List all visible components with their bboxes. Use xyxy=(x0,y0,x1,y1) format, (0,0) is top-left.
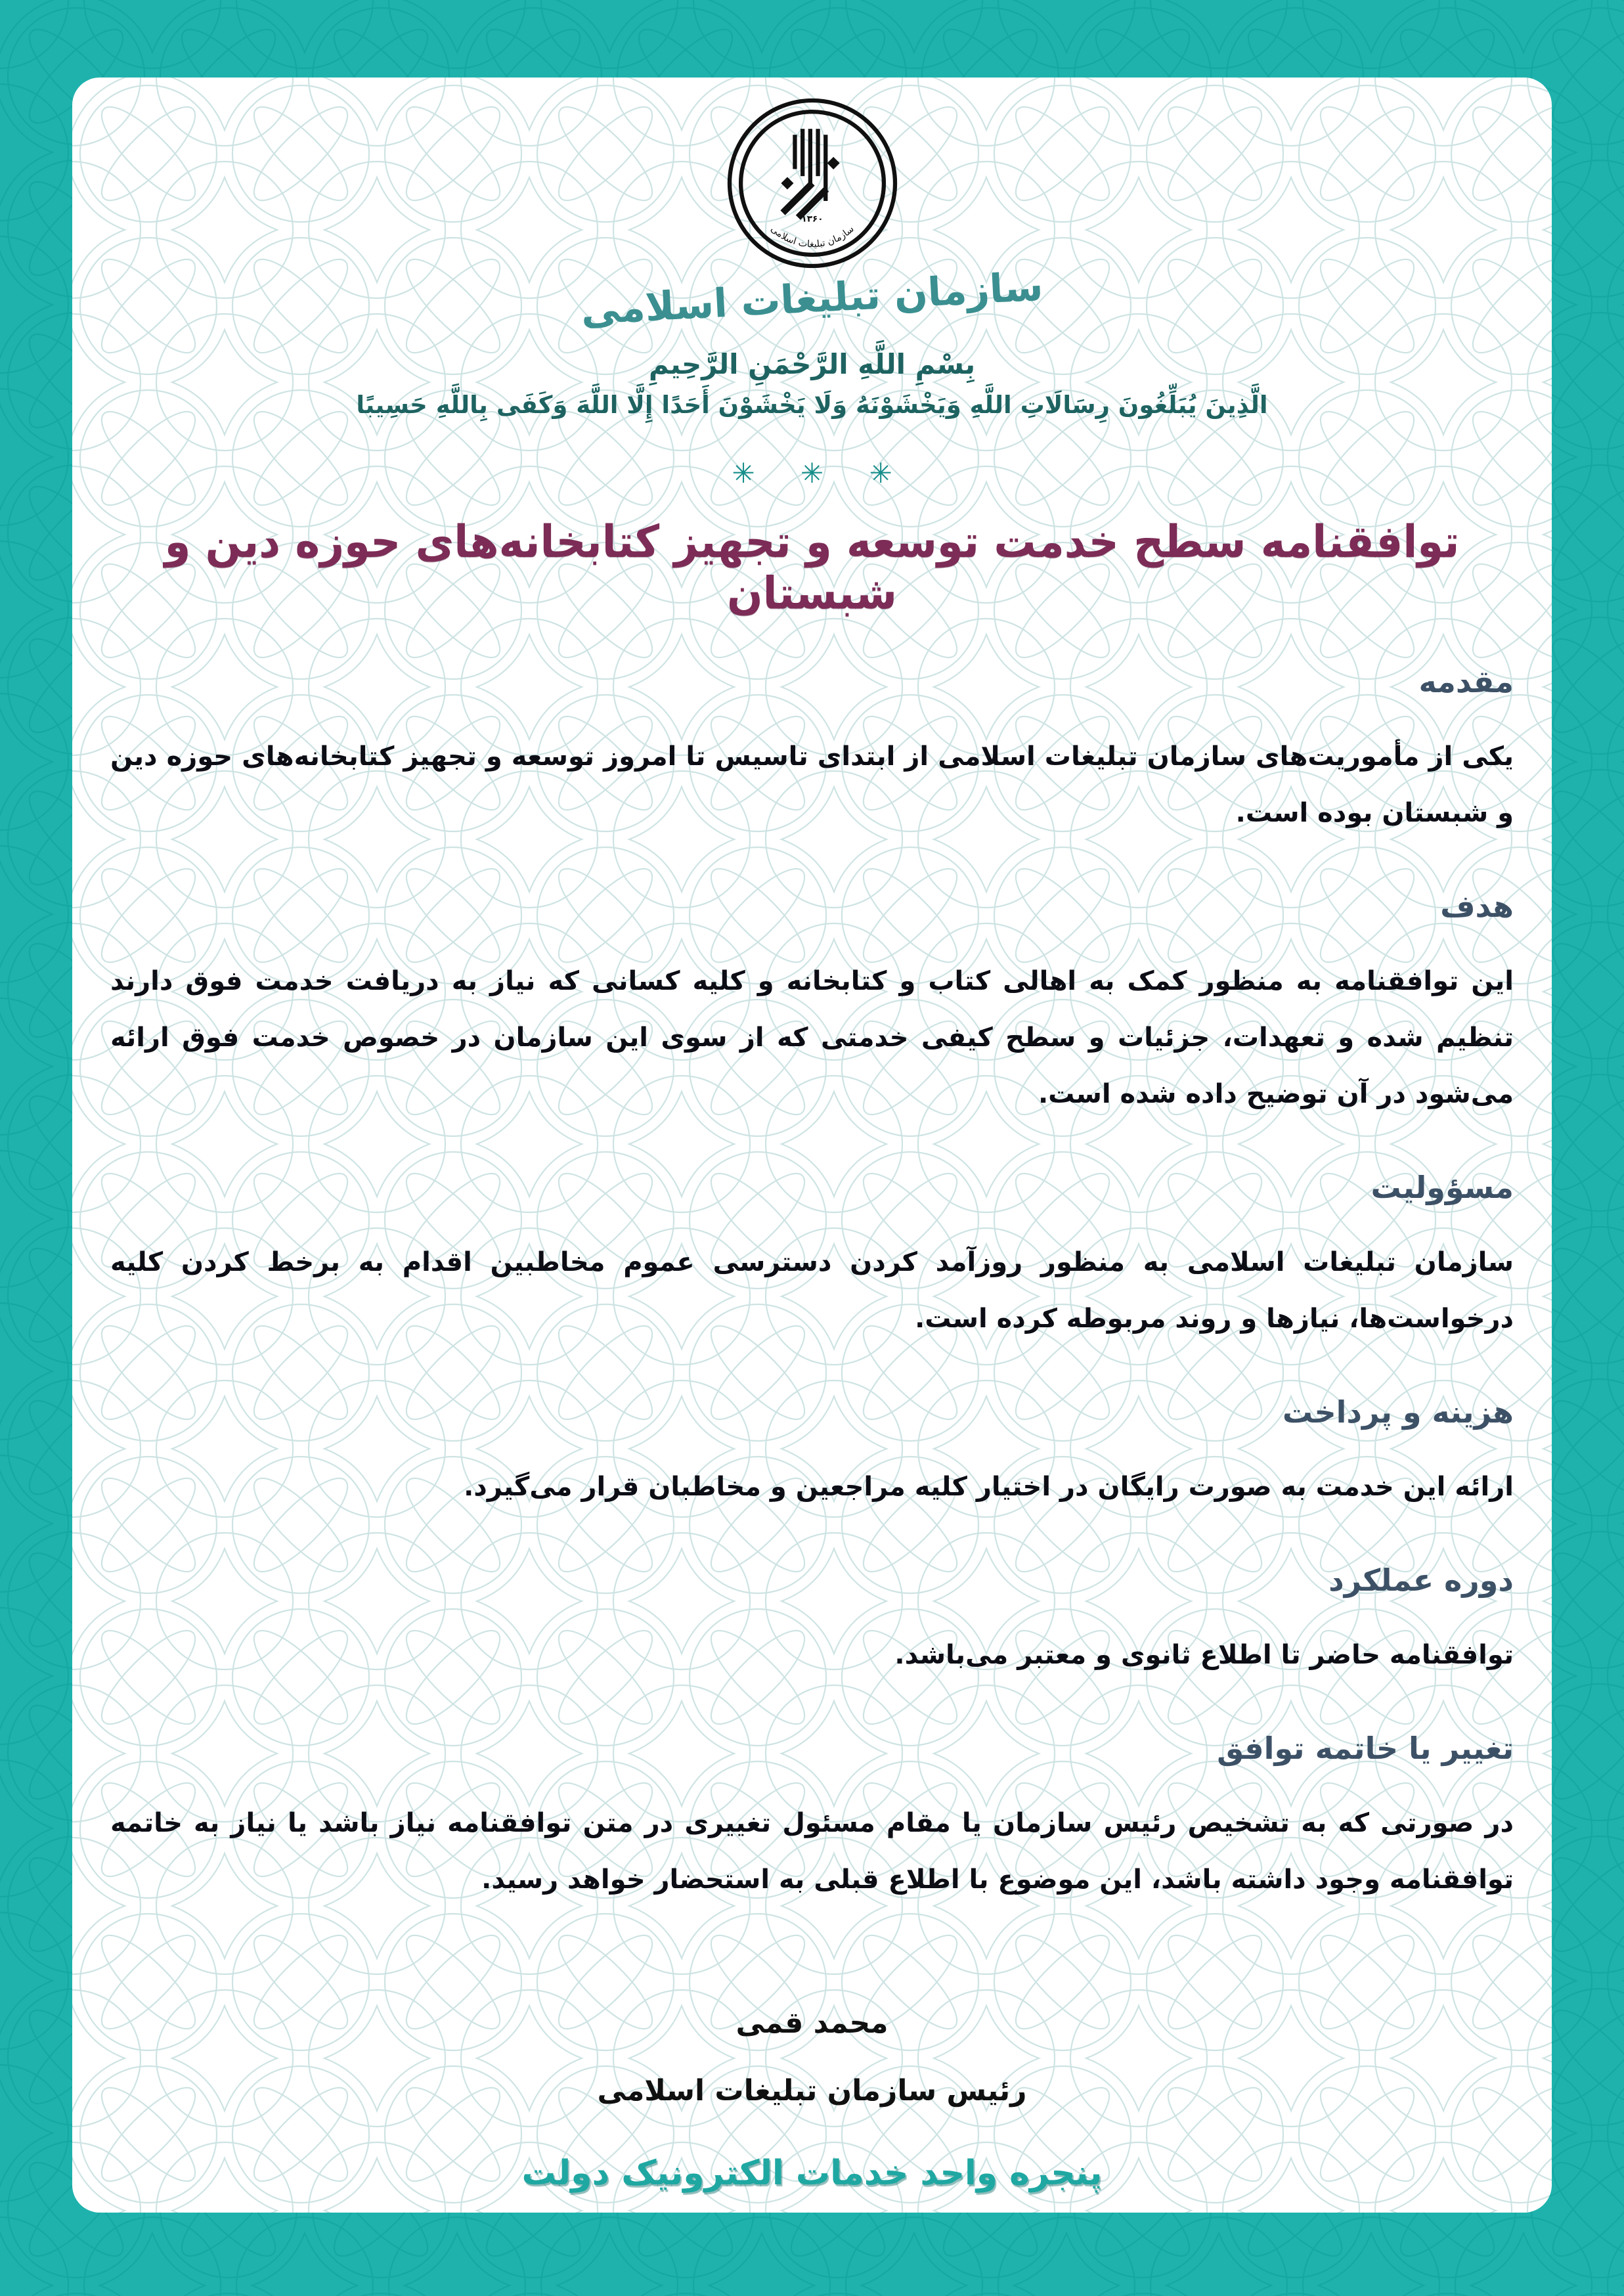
islamic-development-organization-emblem-icon xyxy=(724,95,901,272)
section-heading: دوره عملکرد xyxy=(1328,1562,1514,1598)
section-heading: مسؤولیت xyxy=(1371,1170,1514,1205)
organization-calligraphic-wordmark: سازمان تبلیغات اسلامی xyxy=(579,263,1045,334)
emblem-year: ۱۳۶۰ xyxy=(801,213,823,225)
quran-verse-text: الَّذِينَ يُبَلِّغُونَ رِسَالَاتِ اللَّهِ وَيَخْشَوْنَهُ وَلَا يَخْشَوْنَ أَحَدًا إِلَّا اللَّهَ وَكَفَى بِاللَّهِ حَسِيبًا xyxy=(356,391,1268,419)
document-sheet xyxy=(72,77,1552,2213)
section-responsibility xyxy=(110,1170,1514,1347)
section-body: توافقنامه حاضر تا اطلاع ثانوی و معتبر می‌باشد. xyxy=(894,1640,1514,1670)
bismillah-text: بِسْمِ اللَّهِ الرَّحْمَنِ الرَّحِيمِ xyxy=(648,348,976,380)
section-introduction xyxy=(110,664,1514,841)
section-body: یکی از مأموریت‌های سازمان تبلیغات اسلامی از ابتدای تاسیس تا امروز توسعه و تجهیز کتابخانه‌های حوزه دین و شبستان بوده است. xyxy=(110,741,1514,828)
section-body: ارائه این خدمت به صورت رایگان در اختیار کلیه مراجعین و مخاطبان قرار می‌گیرد. xyxy=(464,1472,1514,1502)
sections xyxy=(110,664,1514,1908)
signatory-name: محمد قمی xyxy=(735,2006,889,2040)
section-body: این توافقنامه به منظور کمک به اهالی کتاب و کتابخانه و کلیه کسانی که نیاز به دریافت خدمت فوق دارند تنظیم شده و تعهدات، جزئیات و سطح کیفی خدمتی که از سوی این سازمان در خصوص خدمت فوق ارائه می‌شود در آن توضیح داده شده است. xyxy=(110,966,1514,1109)
document-content xyxy=(72,95,1552,2213)
section-heading: هدف xyxy=(1440,889,1514,924)
section-heading: تغییر یا خاتمه توافق xyxy=(1217,1731,1514,1766)
signatory-title: رئیس سازمان تبلیغات اسلامی xyxy=(597,2074,1027,2108)
section-cost-payment xyxy=(110,1394,1514,1515)
section-heading: مقدمه xyxy=(1418,664,1514,699)
section-heading: هزینه و پرداخت xyxy=(1282,1394,1514,1430)
section-change-termination xyxy=(110,1731,1514,1908)
document-title: توافقنامه سطح خدمت توسعه و تجهیز کتابخانه‌های حوزه دین و شبستان xyxy=(164,516,1460,620)
signature-block xyxy=(110,2006,1514,2108)
section-goal xyxy=(110,889,1514,1122)
section-body: در صورتی که به تشخیص رئیس سازمان یا مقام مسئول تغییری در متن توافقنامه نیاز باشد یا نیاز به خاتمه توافقنامه وجود داشته باشد، این موضوع با اطلاع قبلی به استحضار خواهد رسید. xyxy=(110,1808,1514,1895)
footer-text: پنجره واحد خدمات الکترونیک دولت xyxy=(521,2153,1103,2193)
allah-calligraphy-icon xyxy=(780,129,839,220)
asterisk-separator: ✳ ✳ ✳ xyxy=(732,457,911,489)
section-body: سازمان تبلیغات اسلامی به منظور روزآمد کردن دسترسی عموم مخاطبین اقدام به برخط کردن کلیه درخواست‌ها، نیازها و روند مربوطه کرده است. xyxy=(110,1247,1514,1334)
logo-block xyxy=(110,95,1514,334)
section-performance-period xyxy=(110,1562,1514,1683)
emblem-ring-text: سازمان تبلیغات اسلامی xyxy=(768,223,856,250)
